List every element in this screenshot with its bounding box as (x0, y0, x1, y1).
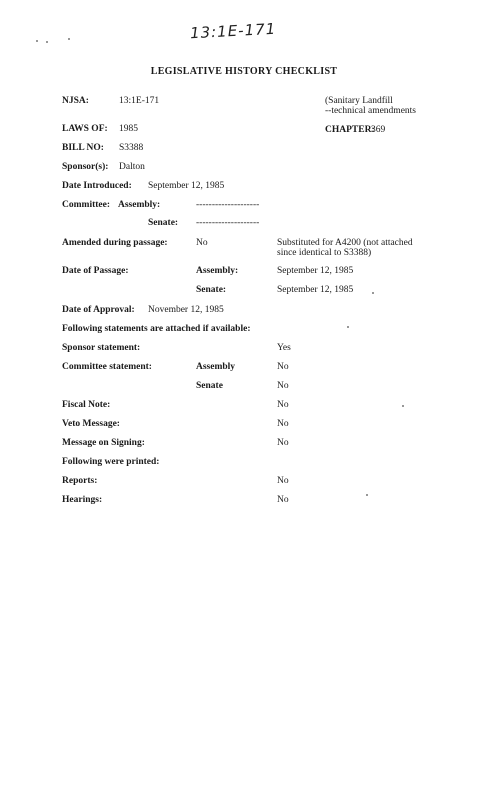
passage-assembly-label: Assembly: (196, 266, 239, 276)
passage-senate-value: September 12, 1985 (277, 285, 354, 295)
committee-label: Committee: (62, 200, 111, 210)
date-of-passage-label: Date of Passage: (62, 266, 129, 276)
njsa-label: NJSA: (62, 96, 89, 106)
committee-statement-assembly-label: Assembly (196, 362, 236, 372)
bill-no-value: S3388 (119, 143, 144, 153)
message-on-signing-label: Message on Signing: (62, 438, 145, 448)
scan-speck (36, 40, 38, 42)
date-introduced-label: Date Introduced: (62, 181, 132, 191)
committee-assembly-label: Assembly: (118, 200, 161, 210)
sponsor-statement-value: Yes (277, 343, 291, 353)
scan-speck (372, 292, 374, 294)
committee-statement-label: Committee statement: (62, 362, 152, 372)
laws-of-value: 1985 (119, 124, 138, 134)
fiscal-note-value: No (277, 400, 289, 410)
date-of-approval-label: Date of Approval: (62, 305, 135, 315)
committee-senate-label: Senate: (148, 218, 179, 228)
sponsor-label: Sponsor(s): (62, 162, 109, 172)
scan-speck (68, 38, 70, 40)
reports-label: Reports: (62, 476, 98, 486)
laws-of-label: LAWS OF: (62, 124, 108, 134)
hearings-value: No (277, 495, 289, 505)
statements-header: Following statements are attached if available: (62, 324, 251, 334)
date-introduced-value: September 12, 1985 (148, 181, 225, 191)
hearings-label: Hearings: (62, 495, 103, 505)
veto-message-label: Veto Message: (62, 419, 120, 429)
chapter-label: CHAPTER: (325, 125, 375, 135)
sponsor-value: Dalton (119, 162, 145, 172)
scan-speck (366, 494, 368, 496)
amended-note-line-2: since identical to S3388) (277, 248, 372, 258)
amended-label: Amended during passage: (62, 238, 168, 248)
passage-assembly-value: September 12, 1985 (277, 266, 354, 276)
committee-assembly-value: -------------------- (196, 200, 260, 210)
handwritten-reference: 13:1E-171 (189, 19, 277, 43)
committee-statement-senate-value: No (277, 381, 289, 391)
chapter-value: 369 (371, 125, 386, 135)
veto-message-value: No (277, 419, 289, 429)
committee-senate-value: -------------------- (196, 218, 260, 228)
date-of-approval-value: November 12, 1985 (148, 305, 224, 315)
njsa-value: 13:1E-171 (119, 96, 160, 106)
bill-no-label: BILL NO: (62, 143, 104, 153)
fiscal-note-label: Fiscal Note: (62, 400, 111, 410)
scan-speck (46, 41, 48, 43)
scan-speck (347, 326, 349, 328)
printed-header: Following were printed: (62, 457, 160, 467)
amended-note-line-1: Substituted for A4200 (not attached (277, 238, 413, 248)
sponsor-statement-label: Sponsor statement: (62, 343, 141, 353)
scan-speck (402, 405, 404, 407)
page-title: LEGISLATIVE HISTORY CHECKLIST (150, 66, 338, 77)
subject-line-2: --technical amendments (325, 106, 417, 116)
passage-senate-label: Senate: (196, 285, 227, 295)
message-on-signing-value: No (277, 438, 289, 448)
committee-statement-assembly-value: No (277, 362, 289, 372)
reports-value: No (277, 476, 289, 486)
committee-statement-senate-label: Senate (196, 381, 223, 391)
amended-value: No (196, 238, 208, 248)
subject-line-1: (Sanitary Landfill (325, 96, 393, 106)
